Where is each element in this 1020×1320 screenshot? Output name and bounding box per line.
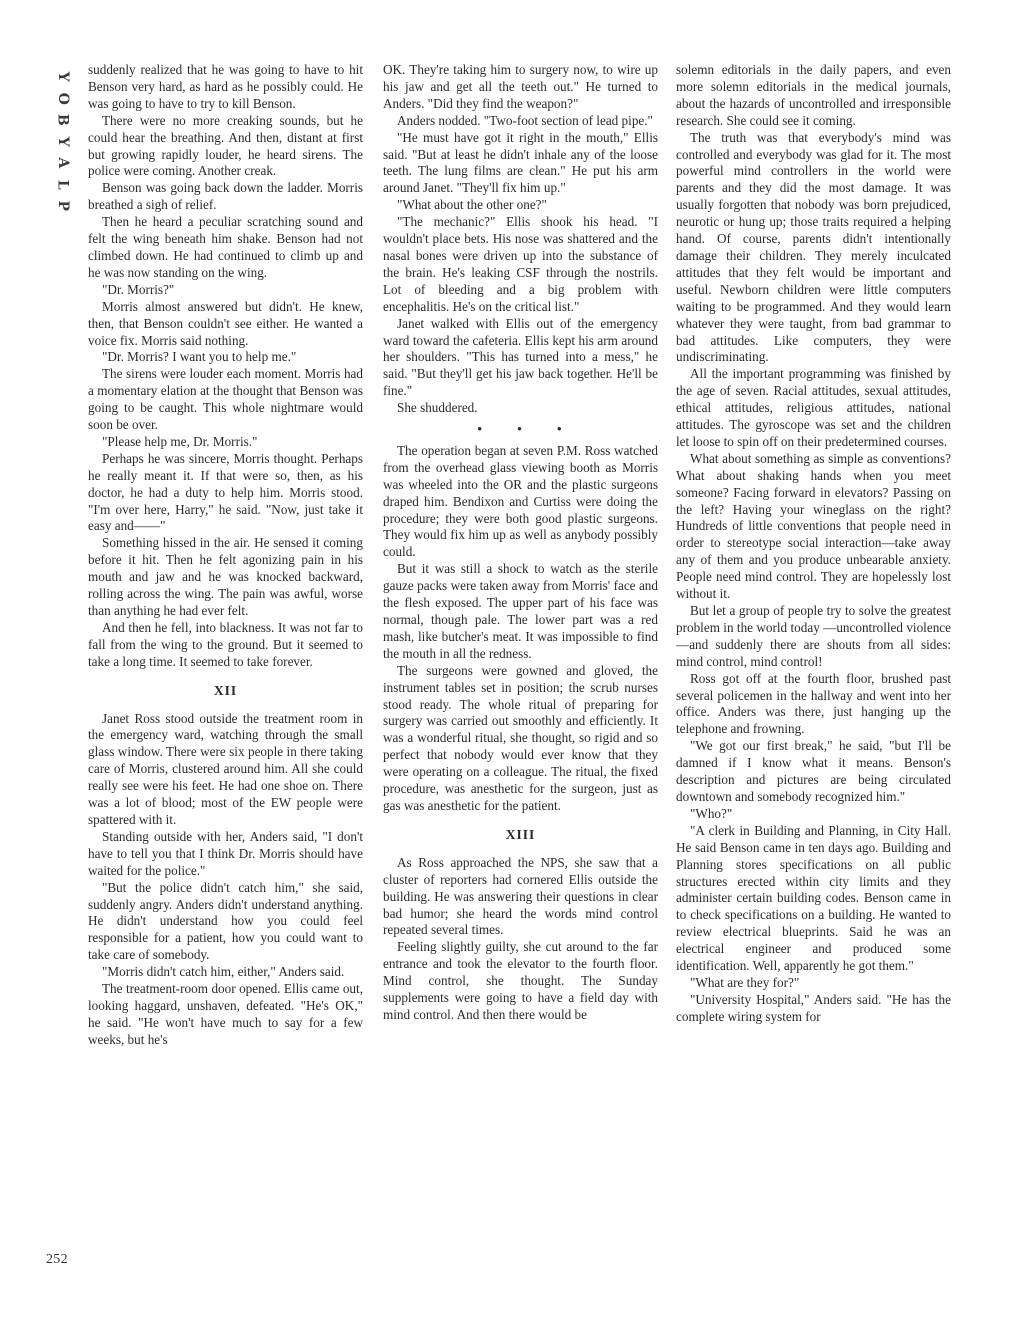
paragraph: OK. They're taking him to surgery now, to wire up his jaw and get all the teeth out." He turned to Anders. "Did they find the weapon?"	[383, 62, 658, 111]
paragraph: What about something as simple as conventions? What about shaking hands when you meet someone? Facing forward in elevators? Passing on the left? Having your wineglass on the right? Hundreds of little conventions that people need in order to stereotype social interaction—take away any of them and you produce unbearable anxiety. People need mind control. They are hopelessly lost without it.	[676, 450, 951, 602]
paragraph: The operation began at seven P.M. Ross watched from the overhead glass viewing booth as Morris was wheeled into the OR and the plastic surgeons draped him. Bendixon and Curtiss were doing the procedure; they were both good plastic surgeons. They would fix him up as well as anybody possibly could.	[383, 442, 658, 560]
paragraph: Benson was going back down the ladder. Morris breathed a sigh of relief.	[88, 180, 363, 213]
paragraph: "What about the other one?"	[397, 197, 547, 213]
paragraph: Something hissed in the air. He sensed it coming before it hit. Then he felt agonizing pain in his mouth and jaw and he was knocked backward, rolling across the wing. The pain was awful, worse than anything he had ever felt.	[88, 535, 363, 618]
paragraph: She shuddered.	[397, 400, 478, 416]
paragraph: But let a group of people try to solve the greatest problem in the world today —uncontrolled violence—and suddenly there are shouts from all sides: mind control, mind control!	[676, 603, 951, 669]
paragraph: Standing outside with her, Anders said, "I don't have to tell you that I think Dr. Morris should have waited for the police."	[88, 828, 363, 878]
title-letter: Y	[54, 71, 71, 82]
paragraph: "But the police didn't catch him," she said, suddenly angry. Anders didn't understand anything. He didn't understand how you could feel responsible for a patient, how you could want to take care of somebody.	[88, 879, 363, 963]
title-letter: O	[54, 92, 71, 105]
title-letter: A	[54, 157, 71, 169]
paragraph: The treatment-room door opened. Ellis came out, looking haggard, unshaven, defeated. "He's OK," he said. "He won't have much to say for a few weeks, but he's	[88, 981, 363, 1047]
paragraph: And then he fell, into blackness. It was not far to fall from the wing to the ground. But it seemed to take a long time. It seemed to take forever.	[88, 619, 363, 669]
paragraph: "The mechanic?" Ellis shook his head. "I wouldn't place bets. His nose was shattered and the nasal bones were driven up into the substance of the brain. He's leaking CSF through the nostrils. Lot of bleeding and a big problem with encephalitis. He's on the critical list."	[383, 214, 658, 314]
text-column-1	[88, 62, 363, 1302]
paragraph: "Who?"	[690, 805, 733, 821]
paragraph: "What are they for?"	[690, 974, 800, 990]
section-heading-xii: XII	[213, 682, 238, 698]
text-column-3	[676, 62, 951, 1302]
paragraph: "Morris didn't catch him, either," Anders said.	[102, 964, 345, 980]
paragraph: Ross got off at the fourth floor, brushed past several policemen in the hallway and went into her office. Anders was there, just hanging up the telephone and frowning.	[676, 670, 951, 737]
paragraph: There were no more creaking sounds, but he could hear the breathing. And then, distant at first but growing rapidly louder, he heard sirens. The police were coming. Another creak.	[88, 112, 363, 179]
title-letter: P	[54, 200, 71, 212]
section-break-dots: • • •	[477, 421, 578, 437]
magazine-title-vertical	[48, 66, 76, 217]
paragraph: "Dr. Morris? I want you to help me."	[102, 349, 297, 365]
paragraph: Feeling slightly guilty, she cut around to the far entrance and took the elevator to the fourth floor. Mind control, she thought. The Sunday supplements were going to have a field day with mind control. And then there would be	[383, 939, 658, 1022]
title-letter: L	[54, 179, 71, 190]
paragraph: Perhaps he was sincere, Morris thought. Perhaps he really meant it. If that were so, then, as his doctor, he had a duty to help him. Morris stood. "I'm over here, Harry," he said. "Now, just take it easy and——"	[88, 450, 363, 534]
paragraph: "Please help me, Dr. Morris."	[102, 433, 258, 449]
paragraph: "He must have got it right in the mouth," Ellis said. "But at least he didn't inhale any of the loose teeth. The lung films are clean." He put his arm around Janet. "They'll fix him up."	[383, 129, 658, 196]
page-number: 252	[46, 1252, 68, 1267]
paragraph: The truth was that everybody's mind was controlled and everybody was glad for it. The most powerful mind controllers in the world were parents and they did the most damage. It was usually forgotten that nobody was born prejudiced, neurotic or hung up; those traits required a helping hand. Of course, parents didn't intentionally damage their children. They merely inculcated attitudes that they felt would be important and useful. Newborn children were little computers waiting to be programmed. And they would learn whatever they were taught, from bad grammar to bad attitudes. Like computers, they were undiscriminating.	[676, 129, 951, 365]
paragraph: As Ross approached the NPS, she saw that a cluster of reporters had cornered Ellis outside the building. He was answering their questions in clear bad humor; she heard the words mind control repeated several times.	[383, 854, 658, 938]
paragraph: Janet Ross stood outside the treatment room in the emergency ward, watching through the small glass window. There were six people in there taking care of Morris, clustered around him. All she could really see were his feet. He had one shoe on. There was a lot of blood; most of the EW people were spattered with it.	[88, 710, 363, 827]
paragraph: "University Hospital," Anders said. "He has the complete wiring system for	[676, 991, 951, 1024]
paragraph: Morris almost answered but didn't. He knew, then, that Benson couldn't see either. He wanted a voice fix. Morris said nothing.	[88, 298, 363, 348]
title-letter: Y	[54, 136, 71, 147]
paragraph: All the important programming was finished by the age of seven. Racial attitudes, sexual attitudes, ethical attitudes, religious attitudes, national attitudes. The gyroscope was set and the children let loose to spin off on their predetermined courses.	[676, 366, 951, 449]
paragraph: But it was still a shock to watch as the sterile gauze packs were taken away from Morris' face and the flesh exposed. The upper part of his face was normal, though pale. The lower part was a red mash, like butcher's meat. It was impossible to find the mouth in all the redness.	[383, 561, 658, 661]
paragraph: "Dr. Morris?"	[102, 281, 175, 297]
paragraph: "A clerk in Building and Planning, in City Hall. He said Benson came in ten days ago. Building and Planning stores specifications on all public structures erected within city limits and they administer certain building codes. Benson came in to check specifications on a building. He wanted to review electrical blueprints. Said he was an electrical engineer and produced some identification. Well, apparently he got them."	[676, 822, 951, 974]
paragraph: Janet walked with Ellis out of the emergency ward toward the cafeteria. Ellis kept his arm around her shoulders. "This has turned into a mess," he said. "But they'll get his jaw back together. He'll be fine."	[383, 315, 658, 399]
paragraph: solemn editorials in the daily papers, and even more solemn editorials in the medical journals, about the hazards of uncontrolled and irresponsible research. She could see it coming.	[676, 62, 951, 128]
paragraph: "We got our first break," he said, "but I'll be damned if I know what it means. Benson's description and pictures are being circulated downtown and somebody recognized him."	[676, 738, 951, 804]
text-column-2	[383, 62, 658, 1302]
paragraph: The sirens were louder each moment. Morris had a momentary elation at the thought that Benson was going to be caught. This whole nightmare would soon be over.	[88, 366, 363, 433]
paragraph: The surgeons were gowned and gloved, the instrument tables set in position; the scrub nurses stood ready. The whole ritual of preparing for surgery was carried out smoothly and efficiently. It was a wonderful ritual, she thought, so rigid and so perfect that nobody would ever know that they were operating on a colleague. The ritual, the fixed procedure, was anesthetic for the surgeon, just as gas was anesthetic for the patient.	[383, 662, 658, 813]
paragraph: Anders nodded. "Two-foot section of lead pipe."	[397, 112, 653, 128]
section-heading-xiii: XIII	[505, 826, 536, 842]
title-letter: B	[54, 113, 71, 126]
paragraph: suddenly realized that he was going to have to hit Benson very hard, as hard as he possibly could. He was going to have to try to kill Benson.	[88, 62, 363, 111]
paragraph: Then he heard a peculiar scratching sound and felt the wing beneath him shake. Benson had not climbed down. He had continued to climb up and he was now standing on the wing.	[88, 214, 363, 280]
